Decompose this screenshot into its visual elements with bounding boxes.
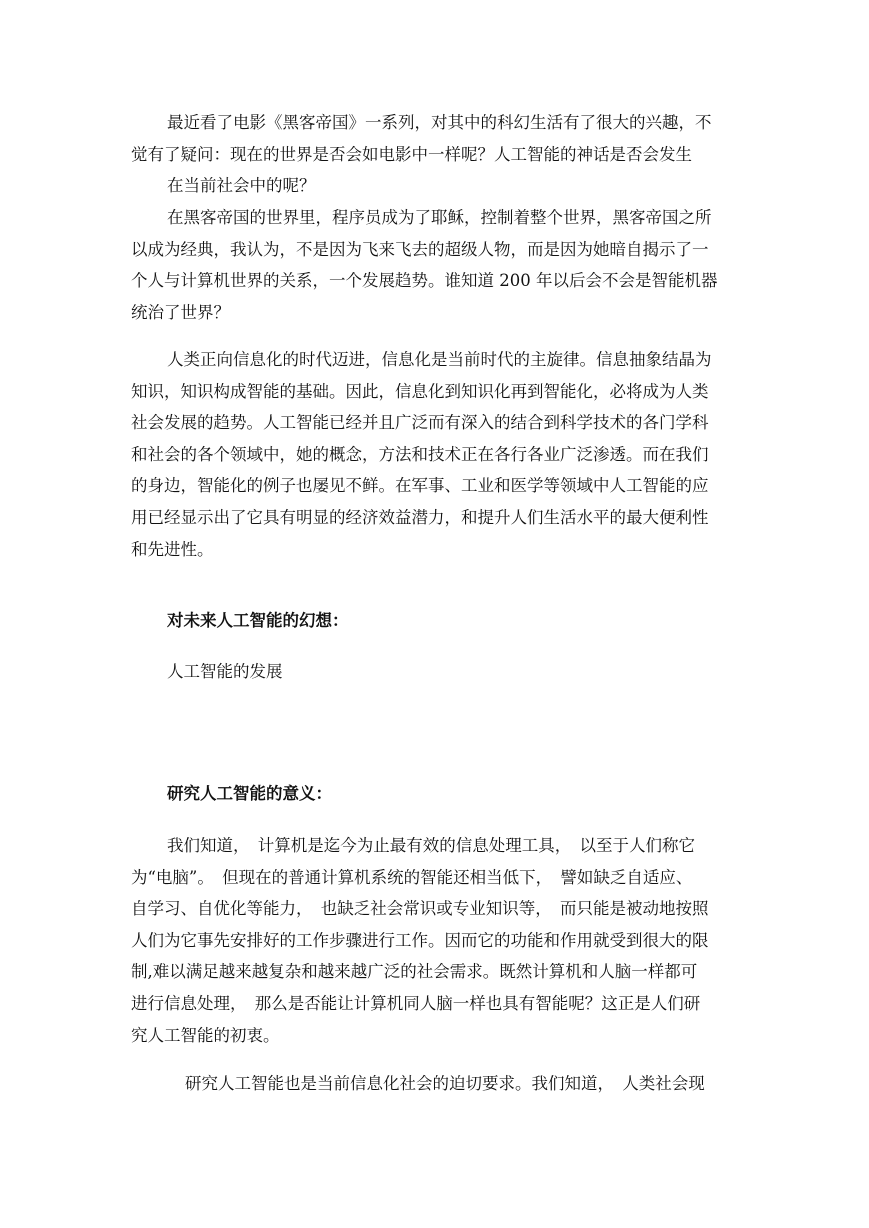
meaning-line-6: 进行信息处理， 那么是否能让计算机同人脑一样也具有智能呢？这正是人们研 — [131, 993, 701, 1013]
intro-line-1: 最近看了电影《黑客帝国》一系列，对其中的科幻生活有了很大的兴趣，不 — [167, 113, 712, 132]
need-paragraph — [131, 1068, 738, 1100]
meaning-line-5: 制,难以满足越来越复杂和越来越广泛的社会需求。既然计算机和人脑一样都可 — [131, 962, 698, 982]
need-line-1: 研究人工智能也是当前信息化社会的迫切要求。我们知道， 人类社会现 — [185, 1074, 705, 1093]
heading-future: 对未来人工智能的幻想： — [167, 611, 349, 630]
meaning-line-3: 自学习、自优化等能力， 也缺乏社会常识或专业知识等， 而只能是被动地按照 — [131, 899, 709, 919]
subheading-development: 人工智能的发展 — [167, 662, 283, 681]
intro-paragraph — [131, 107, 738, 202]
trend-paragraph — [131, 344, 738, 565]
meaning-line-4: 人们为它事先安排好的工作步骤进行工作。因而它的功能和作用就受到很大的限 — [131, 930, 709, 950]
meaning-line-2: 为“电脑”。 但现在的普通计算机系统的智能还相当低下， 譬如缺乏自适应、 — [131, 867, 693, 887]
meaning-paragraph — [131, 830, 738, 1051]
trend-line-2: 知识，知识构成智能的基础。因此，信息化到知识化再到智能化，必将成为人类 — [131, 381, 709, 401]
meaning-line-1: 我们知道， 计算机是迄今为止最有效的信息处理工具， 以至于人们称它 — [167, 836, 695, 855]
trend-line-1: 人类正向信息化的时代迈进，信息化是当前时代的主旋律。信息抽象结晶为 — [167, 350, 712, 369]
matrix-line-2: 以成为经典，我认为，不是因为飞来飞去的超级人物，而是因为她暗自揭示了一 — [131, 239, 709, 259]
intro-line-3: 在当前社会中的呢？ — [167, 176, 316, 196]
trend-line-6: 用已经显示出了它具有明显的经济效益潜力，和提升人们生活水平的最大便利性 — [131, 507, 709, 527]
matrix-line-3: 个人与计算机世界的关系，一个发展趋势。谁知道 200 年以后会不会是智能机器 — [131, 271, 718, 291]
matrix-line-4: 统治了世界？ — [131, 302, 230, 322]
matrix-line-1: 在黑客帝国的世界里，程序员成为了耶稣，控制着整个世界，黑客帝国之所 — [167, 208, 712, 227]
meaning-line-7: 究人工智能的初衷。 — [131, 1025, 280, 1045]
matrix-paragraph — [131, 202, 738, 328]
trend-line-7: 和先进性。 — [131, 539, 214, 559]
trend-line-4: 和社会的各个领域中，她的概念，方法和技术正在各行各业广泛渗透。而在我们 — [131, 444, 709, 464]
trend-line-3: 社会发展的趋势。人工智能已经并且广泛而有深入的结合到科学技术的各门学科 — [131, 413, 709, 433]
heading-meaning: 研究人工智能的意义： — [167, 784, 332, 803]
intro-line-2: 觉有了疑问：现在的世界是否会如电影中一样呢？人工智能的神话是否会发生 — [131, 144, 692, 164]
trend-line-5: 的身边，智能化的例子也屡见不鲜。在军事、工业和医学等领域中人工智能的应 — [131, 476, 709, 496]
